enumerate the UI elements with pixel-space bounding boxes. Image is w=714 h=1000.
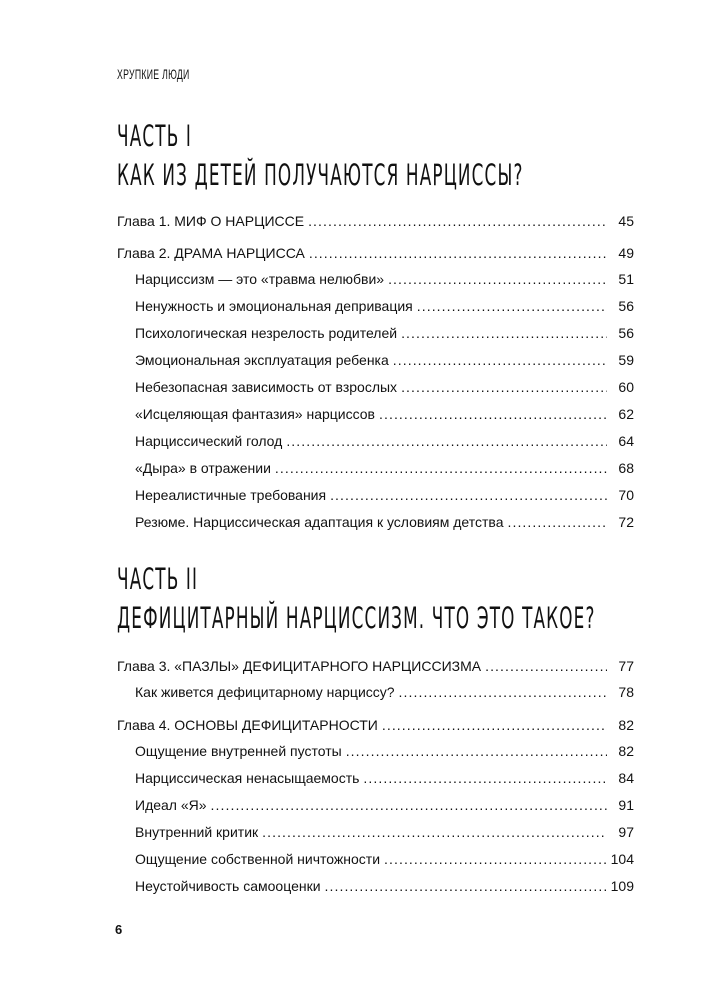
toc-section[interactable] xyxy=(117,819,634,846)
toc-section[interactable] xyxy=(117,455,634,482)
toc-chapter[interactable] xyxy=(117,240,634,266)
toc-section[interactable] xyxy=(117,738,634,765)
part-heading: КАК ИЗ ДЕТЕЙ ПОЛУЧАЮТСЯ НАРЦИССЫ? xyxy=(117,158,524,192)
toc-entry-page: 72 xyxy=(618,514,634,530)
leader-dots xyxy=(401,380,607,394)
toc-entry-page: 82 xyxy=(618,743,634,759)
toc-chapter[interactable] xyxy=(117,208,634,234)
leader-dots xyxy=(330,488,607,502)
toc-entry-title: Резюме. Нарциссическая адаптация к условиям детства xyxy=(135,514,504,530)
toc-entry-title: Ощущение внутренней пустоты xyxy=(135,743,342,759)
toc-section[interactable] xyxy=(117,320,634,347)
toc-section[interactable] xyxy=(117,482,634,509)
leader-dots xyxy=(346,744,607,758)
toc-entry-page: 68 xyxy=(618,460,634,476)
leader-dots xyxy=(286,434,607,448)
toc-chapter[interactable] xyxy=(117,712,634,738)
toc-entry-page: 91 xyxy=(618,797,634,813)
toc-section[interactable] xyxy=(117,293,634,320)
toc-entry-page: 70 xyxy=(618,487,634,503)
toc-section[interactable] xyxy=(117,509,634,536)
toc-entry-title: Психологическая незрелость родителей xyxy=(135,325,398,341)
leader-dots xyxy=(485,659,607,673)
part-heading: ДЕФИЦИТАРНЫЙ НАРЦИССИЗМ. ЧТО ЭТО ТАКОЕ? xyxy=(117,601,596,635)
toc-entry-title: Глава 3. «ПАЗЛЫ» ДЕФИЦИТАРНОГО НАРЦИССИЗМА xyxy=(117,658,482,674)
leader-dots xyxy=(417,299,607,313)
leader-dots xyxy=(393,353,607,367)
toc-entry-page: 84 xyxy=(618,770,634,786)
leader-dots xyxy=(507,515,607,529)
toc-entry-page: 59 xyxy=(618,352,634,368)
toc-section[interactable] xyxy=(117,374,634,401)
toc-entry-title: Нарциссизм — это «травма нелюбви» xyxy=(135,271,385,287)
toc-entry-title: «Исцеляющая фантазия» нарциссов xyxy=(135,406,375,422)
toc-entry-title: Ненужность и эмоциональная депривация xyxy=(135,298,413,314)
toc-entry-page: 64 xyxy=(618,433,634,449)
toc-entry-title: Ощущение собственной ничтожности xyxy=(135,851,381,867)
toc-entry-title: Как живется дефицитарному нарциссу? xyxy=(135,684,395,700)
leader-dots xyxy=(363,771,607,785)
toc-entry-page: 56 xyxy=(618,298,634,314)
toc-entry-page: 62 xyxy=(618,406,634,422)
table-of-contents-part-1 xyxy=(117,208,634,536)
leader-dots xyxy=(382,718,607,732)
part-label: ЧАСТЬ II xyxy=(117,562,199,596)
toc-entry-title: Внутренний критик xyxy=(135,824,259,840)
toc-section[interactable] xyxy=(117,792,634,819)
toc-section[interactable] xyxy=(117,765,634,792)
toc-section[interactable] xyxy=(117,401,634,428)
toc-entry-page: 78 xyxy=(618,684,634,700)
toc-entry-page: 51 xyxy=(618,271,634,287)
leader-dots xyxy=(388,272,607,286)
toc-entry-page: 104 xyxy=(610,851,634,867)
toc-entry-page: 49 xyxy=(618,245,634,261)
toc-entry-title: Неустойчивость самооценки xyxy=(135,878,321,894)
toc-entry-title: Глава 1. МИФ О НАРЦИССЕ xyxy=(117,213,305,229)
toc-entry-title: Нереалистичные требования xyxy=(135,487,327,503)
part-title xyxy=(117,560,596,638)
toc-entry-page: 82 xyxy=(618,717,634,733)
toc-entry-page: 109 xyxy=(610,878,634,894)
toc-section[interactable] xyxy=(117,873,634,900)
toc-entry-page: 45 xyxy=(618,213,634,229)
leader-dots xyxy=(325,879,606,893)
part-label: ЧАСТЬ I xyxy=(117,119,193,153)
toc-entry-title: Идеал «Я» xyxy=(135,797,207,813)
toc-section[interactable] xyxy=(117,846,634,873)
toc-section[interactable] xyxy=(117,347,634,374)
running-header: ХРУПКИЕ ЛЮДИ xyxy=(117,66,190,82)
leader-dots xyxy=(262,825,607,839)
toc-entry-page: 60 xyxy=(618,379,634,395)
toc-entry-title: Небезопасная зависимость от взрослых xyxy=(135,379,398,395)
leader-dots xyxy=(384,852,606,866)
toc-entry-title: Глава 4. ОСНОВЫ ДЕФИЦИТАРНОСТИ xyxy=(117,717,378,733)
toc-entry-title: Нарциссическая ненасыщаемость xyxy=(135,770,360,786)
leader-dots xyxy=(308,214,607,228)
toc-entry-page: 56 xyxy=(618,325,634,341)
leader-dots xyxy=(309,246,607,260)
leader-dots xyxy=(399,685,607,699)
toc-section[interactable] xyxy=(117,266,634,293)
toc-section[interactable] xyxy=(117,428,634,455)
toc-entry-page: 97 xyxy=(618,824,634,840)
toc-entry-title: Эмоциональная эксплуатация ребенка xyxy=(135,352,389,368)
toc-entry-title: Глава 2. ДРАМА НАРЦИССА xyxy=(117,245,305,261)
toc-entry-title: «Дыра» в отражении xyxy=(135,460,271,476)
leader-dots xyxy=(275,461,607,475)
part-title xyxy=(117,117,524,195)
leader-dots xyxy=(211,798,607,812)
toc-entry-page: 77 xyxy=(618,658,634,674)
toc-chapter[interactable] xyxy=(117,653,634,679)
page-number: 6 xyxy=(115,922,123,937)
toc-section[interactable] xyxy=(117,679,634,706)
table-of-contents-part-2 xyxy=(117,653,634,900)
leader-dots xyxy=(401,326,607,340)
toc-entry-title: Нарциссический голод xyxy=(135,433,283,449)
leader-dots xyxy=(379,407,607,421)
